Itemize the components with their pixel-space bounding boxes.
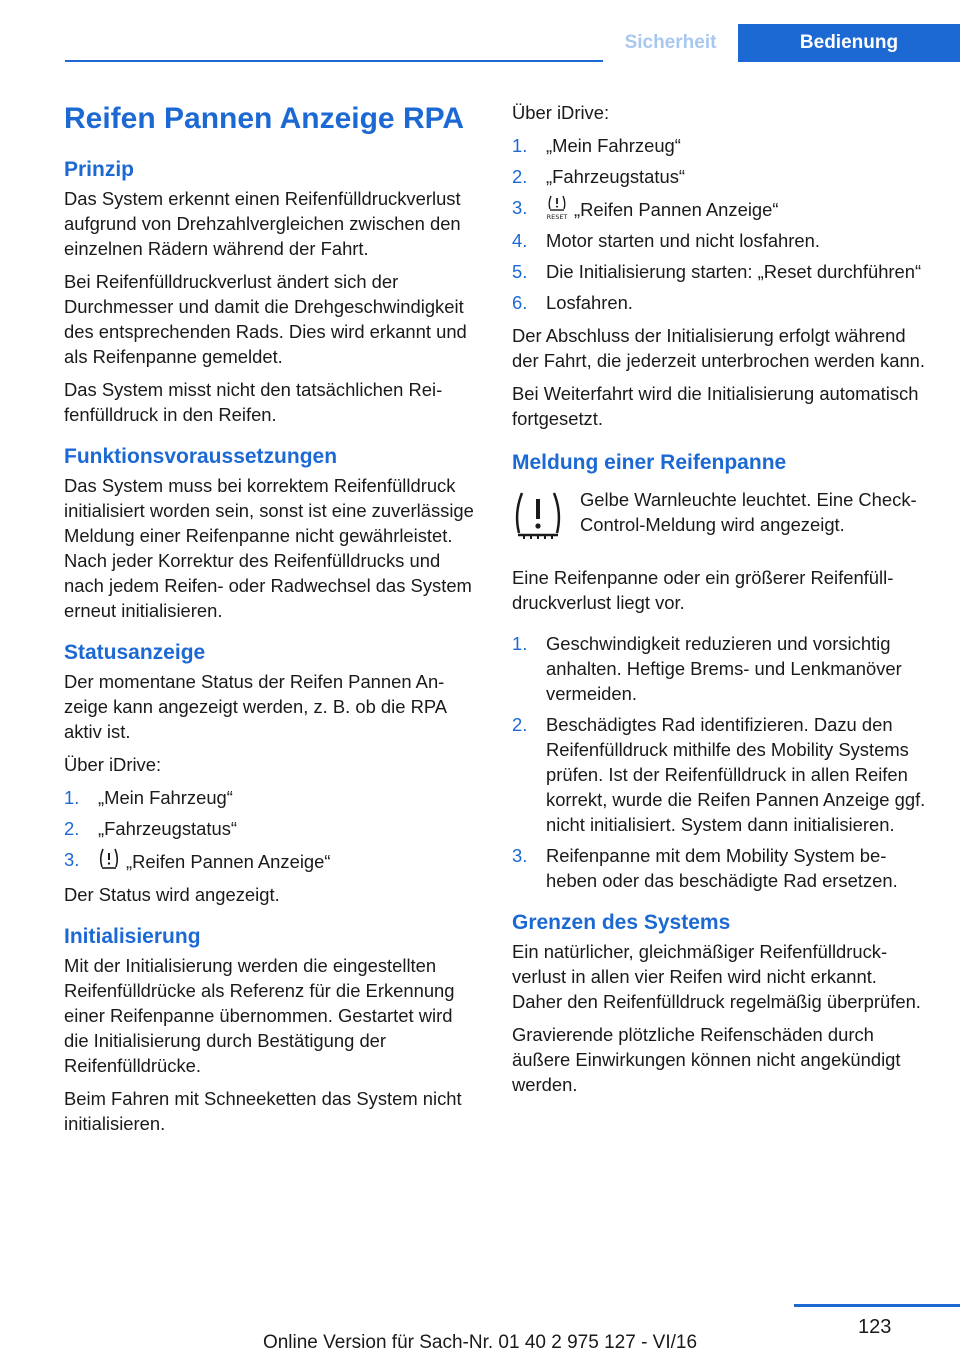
reset-icon-label: RESET <box>546 213 568 221</box>
page-number: 123 <box>858 1316 892 1338</box>
init-paragraph-2: Beim Fahren mit Schneeketten das System nicht initialisieren. <box>64 1088 462 1134</box>
list-item <box>512 712 926 837</box>
heading-prinzip: Prinzip <box>64 158 135 181</box>
footer-rule <box>794 1304 960 1307</box>
grenzen-paragraph-2: Gravierende plötzliche Reifenschäden durch äußere Einwirkungen können nicht angekündigt werden. <box>512 1024 901 1095</box>
tire-pressure-reset-icon <box>546 195 568 221</box>
step-number: 6. <box>512 292 528 313</box>
status-idrive-label: Über iDrive: <box>64 754 162 775</box>
list-item <box>64 785 478 810</box>
heading-funktionsvoraussetzungen: Funktionsvoraussetzungen <box>64 445 338 468</box>
list-item <box>64 816 478 841</box>
step-text: „Fahrzeugstatus“ <box>98 818 238 839</box>
prinzip-paragraph-3: Das System misst nicht den tatsächlichen Reifenfülldruck in den Reifen. <box>64 379 443 425</box>
init-right-paragraph-1: Der Abschluss der Initialisierung erfolgt während der Fahrt, die jederzeit unterbrochen werden kann. <box>512 325 926 371</box>
list-item <box>512 259 926 284</box>
step-text: „Mein Fahrzeug“ <box>546 135 681 156</box>
init-right-paragraph-2: Bei Weiterfahrt wird die Initialisierung automatisch fortgesetzt. <box>512 383 919 429</box>
warning-text: Gelbe Warnleuchte leuchtet. Eine Check-Control-Meldung wird angezeigt. <box>580 489 917 535</box>
list-item <box>512 195 926 222</box>
step-text: „Reifen Pannen Anzeige“ <box>574 199 779 220</box>
left-column <box>64 100 478 1144</box>
tab-bedienung[interactable]: Bedienung <box>738 24 960 62</box>
step-number: 4. <box>512 230 528 251</box>
list-item <box>512 843 926 893</box>
prinzip-paragraph-2: Bei Reifenfülldruckverlust ändert sich der Durchmesser und damit die Drehgeschwindigkeit des entsprechenden Rads. Dies wird erkannt und als Reifenpanne gemeldet. <box>64 271 467 367</box>
tire-pressure-icon <box>98 847 120 873</box>
prinzip-paragraph-1: Das System erkennt einen Reifenfülldruckverlust aufgrund von Drehzahlvergleichen zwischen den einzelnen Rädern während der Fahrt. <box>64 188 461 259</box>
grenzen-paragraph-1: Ein natürlicher, gleichmäßiger Reifenfülldruckverlust in allen vier Reifen wird nicht erkannt. Daher den Reifenfülldruck regelmäßig überprüfen. <box>512 941 921 1012</box>
list-item <box>512 290 926 315</box>
step-text: Beschädigtes Rad identifizieren. Dazu den Reifenfülldruck mithilfe des Mobility Systems prüfen. Ist der Reifenfülldruck in allen Reifen korrekt, wurde die Reifen Pannen Anzeige ggf. nicht initialisiert. System dann initialisieren. <box>546 714 926 835</box>
step-number: 2. <box>64 818 80 839</box>
footer-text: Online Version für Sach-Nr. 01 40 2 975 127 - VI/16 <box>262 1332 698 1353</box>
list-item <box>64 847 478 874</box>
step-text: „Mein Fahrzeug“ <box>98 787 233 808</box>
step-number: 3. <box>512 845 528 866</box>
page-title: Reifen Pannen Anzeige RPA <box>64 102 465 135</box>
step-text: „Fahrzeugstatus“ <box>546 166 686 187</box>
right-column <box>512 100 926 1105</box>
step-number: 2. <box>512 166 528 187</box>
init-steps <box>512 133 926 315</box>
tab-sicherheit[interactable]: Sicherheit <box>603 24 738 62</box>
status-paragraph: Der momentane Status der Reifen Pannen Anzeige kann angezeigt werden, z. B. ob die RPA aktiv ist. <box>64 671 447 742</box>
step-number: 2. <box>512 714 528 735</box>
heading-meldung: Meldung einer Reifenpanne <box>512 451 787 474</box>
status-after: Der Status wird angezeigt. <box>64 884 280 905</box>
step-number: 1. <box>512 633 528 654</box>
step-text: Motor starten und nicht losfahren. <box>546 230 820 251</box>
init-paragraph-1: Mit der Initialisierung werden die eingestellten Reifenfülldrücke als Referenz für die Erkennung einer Reifenpanne übernommen. Gestartet wird die Initialisierung durch Bestätigung der Reifenfülldrücke. <box>64 955 455 1076</box>
init-idrive-label: Über iDrive: <box>512 102 610 123</box>
step-text: „Reifen Pannen Anzeige“ <box>126 851 331 872</box>
step-number: 5. <box>512 261 528 282</box>
list-item <box>512 164 926 189</box>
list-item <box>512 631 926 706</box>
step-number: 3. <box>64 849 80 870</box>
list-item <box>512 228 926 253</box>
step-number: 1. <box>512 135 528 156</box>
step-text: Reifenpanne mit dem Mobility System beheben oder das beschädigte Rad ersetzen. <box>546 845 898 891</box>
step-text: Losfahren. <box>546 292 633 313</box>
funktion-paragraph: Das System muss bei korrektem Reifenfülldruck initialisiert worden sein, sonst ist eine zuverlässige Meldung einer Reifenpanne nicht gewährleistet. Nach jeder Korrektur des Reifenfülldrucks und nach jedem Reifen- oder Radwechsel das System erneut initialisieren. <box>64 475 474 621</box>
meldung-paragraph: Eine Reifenpanne oder ein größerer Reifenfülldruckverlust liegt vor. <box>512 567 894 613</box>
status-steps <box>64 785 478 874</box>
warning-block <box>512 487 926 559</box>
step-text: Geschwindigkeit reduzieren und vorsichtig anhalten. Heftige Brems- und Lenkmanöver vermeiden. <box>546 633 902 704</box>
list-item <box>512 133 926 158</box>
heading-statusanzeige: Statusanzeige <box>64 641 206 664</box>
step-number: 1. <box>64 787 80 808</box>
heading-grenzen: Grenzen des Systems <box>512 911 731 934</box>
heading-initialisierung: Initialisierung <box>64 925 201 948</box>
tire-warning-icon <box>512 489 564 543</box>
meldung-steps <box>512 631 926 893</box>
step-text: Die Initialisierung starten: „Reset durchführen“ <box>546 261 922 282</box>
step-number: 3. <box>512 197 528 218</box>
